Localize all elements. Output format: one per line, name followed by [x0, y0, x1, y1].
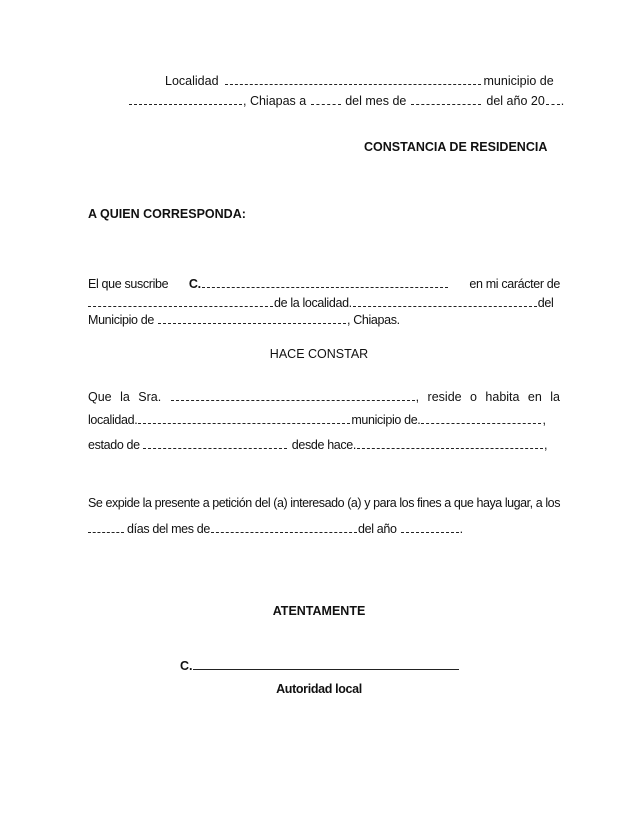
sra-label: Sra. [138, 390, 162, 404]
municipio-name-blank[interactable] [158, 311, 346, 324]
para2-line-1 [88, 388, 560, 405]
el-que-suscribe: El que suscribe [88, 277, 169, 291]
autoridad-local: Autoridad local [276, 682, 362, 696]
dias-del-mes-label: días del mes de [127, 522, 210, 536]
del-label: del [537, 296, 554, 310]
estado-de-label: estado de [88, 438, 140, 452]
suscriptor-name-blank[interactable] [202, 275, 448, 288]
mes-expedicion-blank[interactable] [211, 520, 357, 533]
reside-comma: , [415, 390, 420, 404]
estado-blank[interactable] [143, 436, 287, 449]
para2-line-2 [88, 411, 546, 428]
en-mi-caracter: en mi carácter de [469, 277, 560, 291]
localidad-blank[interactable] [225, 72, 481, 85]
del-mes-de-label: del mes de [345, 94, 407, 108]
para3-line-1: Se expide la presente a petición del (a) interesado (a) y para los fines a que haya lugar, a los [88, 496, 560, 510]
resident-localidad-blank[interactable] [138, 411, 350, 424]
signature-c-prefix: C. [180, 659, 193, 673]
habita-label: habita [485, 390, 520, 404]
municipio-blank[interactable] [129, 92, 242, 105]
chiapas-label: , Chiapas. [346, 313, 400, 327]
salutation: A QUIEN CORRESPONDA: [88, 207, 246, 221]
document-title: CONSTANCIA DE RESIDENCIA [364, 140, 548, 154]
municipio-label: municipio de [483, 74, 554, 88]
municipio-de-label-2: municipio de. [351, 413, 421, 427]
localidad-name-blank[interactable] [353, 294, 537, 307]
para1-line-3 [88, 311, 400, 328]
en-label: en [527, 390, 542, 404]
o-label: o [470, 390, 477, 404]
de-la-localidad: de la localidad. [274, 296, 352, 310]
tiempo-blank[interactable] [357, 436, 543, 449]
dias-blank[interactable] [88, 520, 124, 533]
del-anio-label: del año 20 [486, 94, 545, 108]
atentamente: ATENTAMENTE [272, 604, 366, 618]
que-label: Que [88, 390, 112, 404]
reside-label: reside [427, 390, 462, 404]
del-anio-label-2: del año [358, 522, 397, 536]
header-line-2 [128, 92, 564, 109]
municipio-de-label: Municipio de [88, 313, 154, 327]
c-prefix: C. [188, 277, 201, 291]
chiapas-a-label: , Chiapas a [243, 94, 307, 108]
la2-label: la [550, 390, 560, 404]
para2-line-3 [88, 436, 547, 453]
hace-constar: HACE CONSTAR [269, 347, 369, 361]
para1-line-1 [88, 275, 560, 292]
para1-line-2 [88, 294, 553, 311]
para3-line-2 [88, 520, 463, 537]
header-period: . [560, 94, 565, 108]
desde-hace-label: desde hace. [291, 438, 357, 452]
month-blank[interactable] [411, 92, 481, 105]
resident-municipio-blank[interactable] [421, 411, 541, 424]
day-blank[interactable] [311, 92, 341, 105]
year-blank[interactable] [546, 92, 560, 105]
signature-blank[interactable] [193, 657, 459, 670]
la-label: la [120, 390, 130, 404]
municipio-comma: , [542, 413, 546, 427]
cargo-blank[interactable] [88, 294, 273, 307]
localidad-label: Localidad [165, 74, 219, 88]
header-line-1 [165, 72, 554, 89]
end-comma: , [544, 438, 548, 452]
anio-expedicion-blank[interactable] [401, 520, 459, 533]
para3-period: . [459, 522, 463, 536]
resident-name-blank[interactable] [171, 388, 415, 401]
localidad-label-2: localidad. [88, 413, 138, 427]
signature-line [180, 657, 460, 674]
